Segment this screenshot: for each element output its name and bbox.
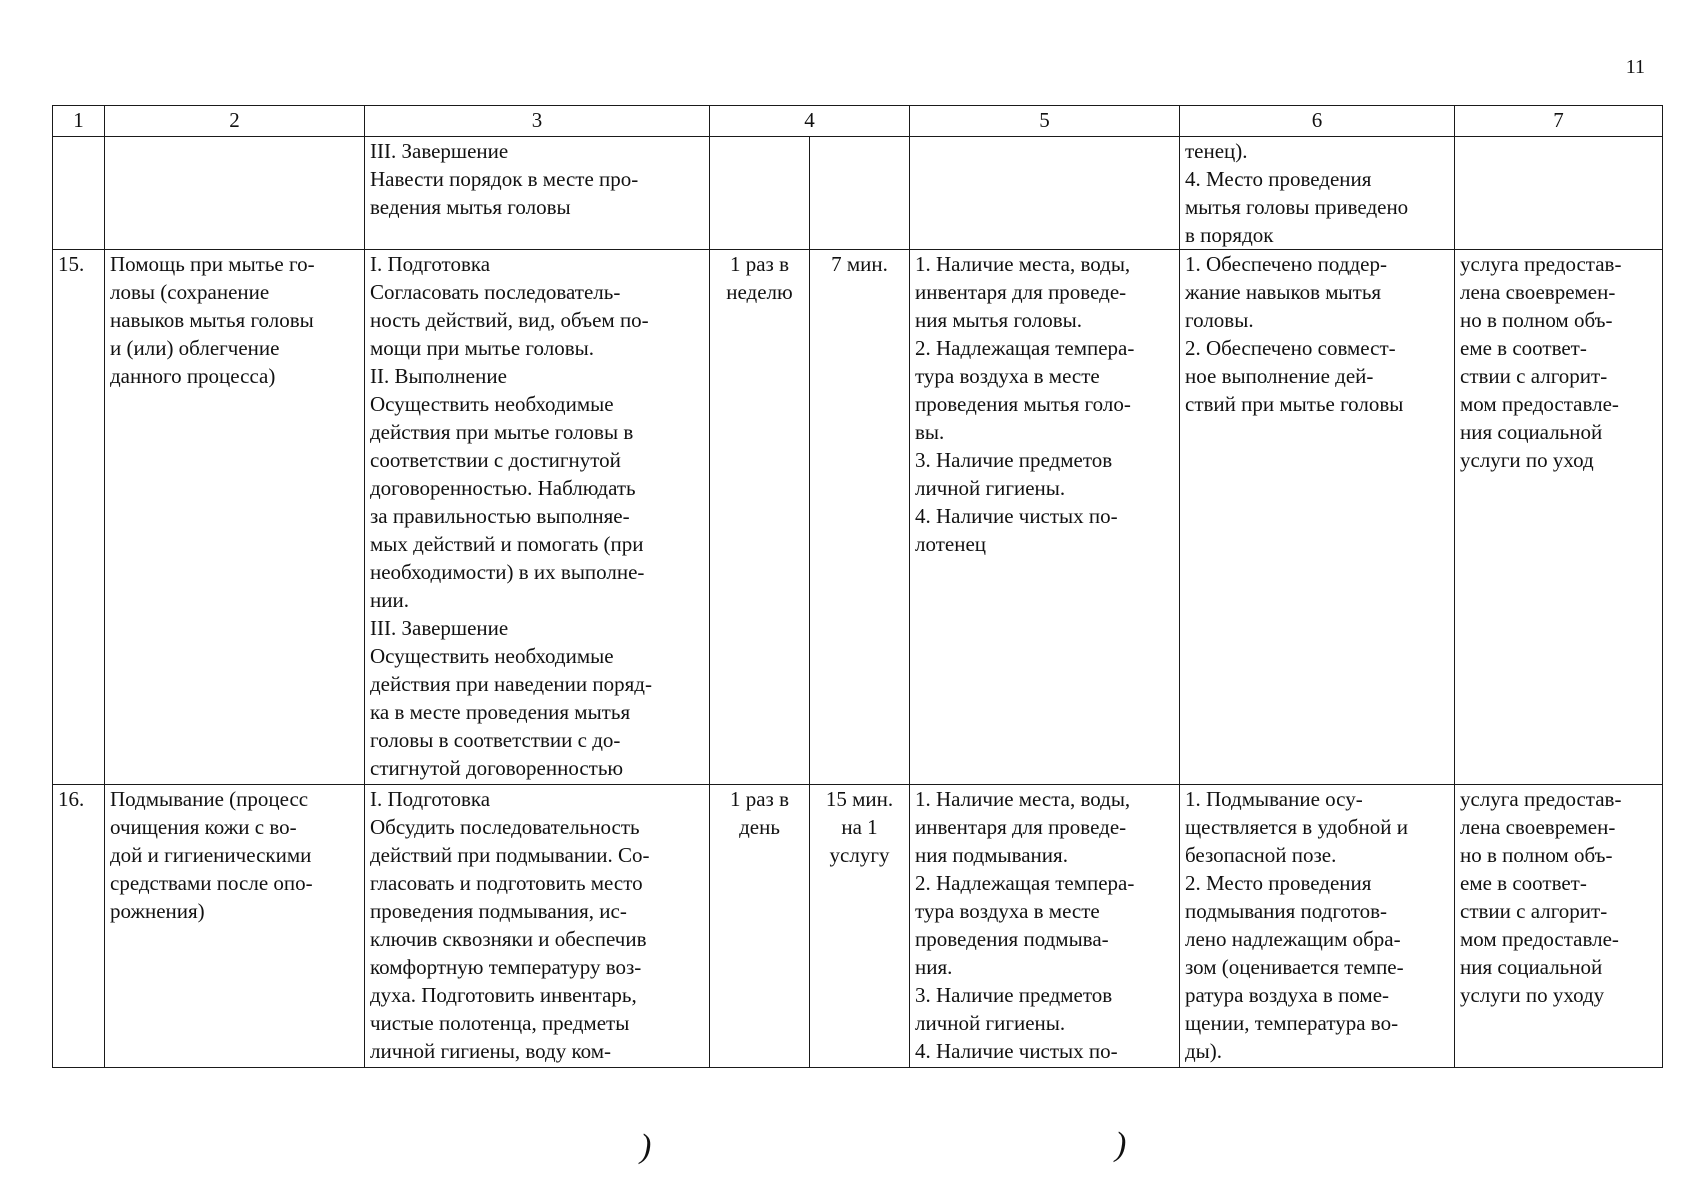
text-line: Обсудить последовательность — [370, 815, 640, 839]
text-line: ния. — [915, 955, 953, 979]
text-line: действия при мытье головы в — [370, 420, 634, 444]
text-line: 4. Наличие чистых по- — [915, 504, 1118, 528]
page-number: 11 — [1625, 56, 1645, 78]
text-line: ратура воздуха в поме- — [1185, 983, 1390, 1007]
cont-evaluation-cell — [1455, 137, 1663, 250]
text-line: 2. Обеспечено совмест- — [1185, 336, 1396, 360]
text-line: действий при подмывании. Со- — [370, 843, 650, 867]
text-line: нии. — [370, 588, 409, 612]
frequency-cell — [710, 250, 810, 785]
text-line: услуга предостав- — [1460, 787, 1622, 811]
text-line: головы. — [1185, 308, 1254, 332]
text-line: комфортную температуру воз- — [370, 955, 642, 979]
evaluation-cell — [1455, 785, 1663, 1068]
header-col-4: 4 — [710, 106, 910, 137]
text-line: II. Выполнение — [370, 364, 507, 388]
text-line: инвентаря для проведе- — [915, 280, 1127, 304]
text-line: 1. Подмывание осу- — [1185, 787, 1363, 811]
text-line: мощи при мытье головы. — [370, 336, 594, 360]
text-line: проведения подмыва- — [915, 927, 1109, 951]
text-line: рожнения) — [110, 899, 205, 923]
text-line: в порядок — [1185, 223, 1274, 247]
text-line: ния подмывания. — [915, 843, 1068, 867]
header-col-3: 3 — [365, 106, 710, 137]
frequency-cell — [710, 785, 810, 1068]
continuation-row — [53, 137, 1663, 250]
cont-name-cell — [105, 137, 365, 250]
text-line: 15 мин. — [825, 787, 894, 811]
text-line: соответствии с достигнутой — [370, 448, 621, 472]
header-col-5: 5 — [910, 106, 1180, 137]
service-name-cell — [105, 785, 365, 1068]
text-line: личной гигиены. — [915, 1011, 1066, 1035]
service-description-cell — [365, 785, 710, 1068]
cont-time-cell — [810, 137, 910, 250]
text-line: III. Завершение — [370, 139, 509, 163]
text-line: навыков мытья головы — [110, 308, 314, 332]
text-line: услуги по уходу — [1460, 983, 1605, 1007]
text-line: 1. Наличие места, воды, — [915, 787, 1131, 811]
text-line: мытья головы приведено — [1185, 195, 1409, 219]
text-line: ное выполнение дей- — [1185, 364, 1374, 388]
header-col-7: 7 — [1455, 106, 1663, 137]
cont-description-cell — [365, 137, 710, 250]
text-line: лено надлежащим обра- — [1185, 927, 1401, 951]
text-line: ка в месте проведения мытья — [370, 700, 631, 724]
text-line: 1. Обеспечено поддер- — [1185, 252, 1387, 276]
cont-num-cell — [53, 137, 105, 250]
text-line: 7 мин. — [831, 252, 888, 276]
header-col-2: 2 — [105, 106, 365, 137]
text-line: необходимости) в их выполне- — [370, 560, 645, 584]
time-norm-cell — [810, 250, 910, 785]
text-line: 3. Наличие предметов — [915, 983, 1113, 1007]
text-line: ствий при мытье головы — [1185, 392, 1404, 416]
evaluation-cell — [1455, 250, 1663, 785]
text-line: ствии с алгорит- — [1460, 899, 1608, 923]
text-line: еме в соответ- — [1460, 871, 1587, 895]
text-line: Навести порядок в месте про- — [370, 167, 639, 191]
text-line: мых действий и помогать (при — [370, 532, 644, 556]
text-line: и (или) облегчение — [110, 336, 280, 360]
text-line: но в полном объ- — [1460, 308, 1613, 332]
scan-mark: ) — [1115, 1126, 1127, 1163]
text-line: ность действий, вид, объем по- — [370, 308, 649, 332]
row-number: 15. — [53, 250, 105, 785]
text-line: жание навыков мытья — [1185, 280, 1382, 304]
text-line: 2. Место проведения — [1185, 871, 1372, 895]
text-line: ключив сквозняки и обеспечив — [370, 927, 647, 951]
header-row — [53, 106, 1663, 137]
text-line: лена своевремен- — [1460, 815, 1616, 839]
text-line: договоренностью. Наблюдать — [370, 476, 636, 500]
text-line: Осуществить необходимые — [370, 392, 614, 416]
text-line: данного процесса) — [110, 364, 276, 388]
text-line: тура воздуха в месте — [915, 899, 1100, 923]
text-line: лотенец — [915, 532, 986, 556]
text-line: Осуществить необходимые — [370, 644, 614, 668]
text-line: подмывания подготов- — [1185, 899, 1388, 923]
text-line: проведения подмывания, ис- — [370, 899, 627, 923]
text-line: Согласовать последователь- — [370, 280, 621, 304]
indicators-cell — [1180, 250, 1455, 785]
text-line: безопасной позе. — [1185, 843, 1337, 867]
text-line: ловы (сохранение — [110, 280, 270, 304]
text-line: дой и гигиеническими — [110, 843, 312, 867]
table-row — [53, 250, 1663, 785]
text-line: 3. Наличие предметов — [915, 448, 1113, 472]
text-line: зом (оценивается темпе- — [1185, 955, 1404, 979]
text-line: 1. Наличие места, воды, — [915, 252, 1131, 276]
text-line: на 1 — [841, 815, 878, 839]
conditions-cell — [910, 250, 1180, 785]
cont-indicators-cell — [1180, 137, 1455, 250]
text-line: вы. — [915, 420, 945, 444]
table-row — [53, 785, 1663, 1068]
text-line: тенец). — [1185, 139, 1248, 163]
text-line: мом предоставле- — [1460, 927, 1619, 951]
text-line: гласовать и подготовить место — [370, 871, 643, 895]
text-line: стигнутой договоренностью — [370, 756, 624, 780]
cont-frequency-cell — [710, 137, 810, 250]
text-line: III. Завершение — [370, 616, 509, 640]
text-line: 1 раз в — [729, 252, 790, 276]
text-line: услуга предостав- — [1460, 252, 1622, 276]
text-line: 2. Надлежащая темпера- — [915, 871, 1135, 895]
text-line: головы в соответствии с до- — [370, 728, 621, 752]
text-line: личной гигиены, воду ком- — [370, 1039, 611, 1063]
scan-mark: ) — [640, 1128, 652, 1165]
header-col-1: 1 — [53, 106, 105, 137]
text-line: ществляется в удобной и — [1185, 815, 1408, 839]
text-line: действия при наведении поряд- — [370, 672, 652, 696]
text-line: ствии с алгорит- — [1460, 364, 1608, 388]
text-line: услугу — [829, 843, 890, 867]
header-col-6: 6 — [1180, 106, 1455, 137]
text-line: ния мытья головы. — [915, 308, 1083, 332]
text-line: неделю — [726, 280, 793, 304]
text-line: еме в соответ- — [1460, 336, 1587, 360]
row-number: 16. — [53, 785, 105, 1068]
text-line: лена своевремен- — [1460, 280, 1616, 304]
text-line: 4. Наличие чистых по- — [915, 1039, 1118, 1063]
text-line: ведения мытья головы — [370, 195, 571, 219]
text-line: Помощь при мытье го- — [110, 252, 315, 276]
text-line: ния социальной — [1460, 955, 1603, 979]
text-line: щении, температура во- — [1185, 1011, 1399, 1035]
service-description-cell — [365, 250, 710, 785]
conditions-cell — [910, 785, 1180, 1068]
text-line: услуги по уход — [1460, 448, 1594, 472]
text-line: инвентаря для проведе- — [915, 815, 1127, 839]
text-line: тура воздуха в месте — [915, 364, 1100, 388]
text-line: день — [739, 815, 780, 839]
text-line: 2. Надлежащая темпера- — [915, 336, 1135, 360]
text-line: духа. Подготовить инвентарь, — [370, 983, 637, 1007]
time-norm-cell — [810, 785, 910, 1068]
indicators-cell — [1180, 785, 1455, 1068]
text-line: мом предоставле- — [1460, 392, 1619, 416]
text-line: 4. Место проведения — [1185, 167, 1372, 191]
text-line: I. Подготовка — [370, 252, 491, 276]
cont-conditions-cell — [910, 137, 1180, 250]
text-line: I. Подготовка — [370, 787, 491, 811]
text-line: Подмывание (процесс — [110, 787, 309, 811]
text-line: за правильностью выполняе- — [370, 504, 630, 528]
text-line: личной гигиены. — [915, 476, 1066, 500]
text-line: ния социальной — [1460, 420, 1603, 444]
service-name-cell — [105, 250, 365, 785]
text-line: проведения мытья голо- — [915, 392, 1131, 416]
text-line: ды). — [1185, 1039, 1223, 1063]
text-line: но в полном объ- — [1460, 843, 1613, 867]
text-line: чистые полотенца, предметы — [370, 1011, 630, 1035]
text-line: очищения кожи с во- — [110, 815, 297, 839]
text-line: 1 раз в — [729, 787, 790, 811]
services-table — [52, 105, 1663, 1068]
text-line: средствами после опо- — [110, 871, 313, 895]
